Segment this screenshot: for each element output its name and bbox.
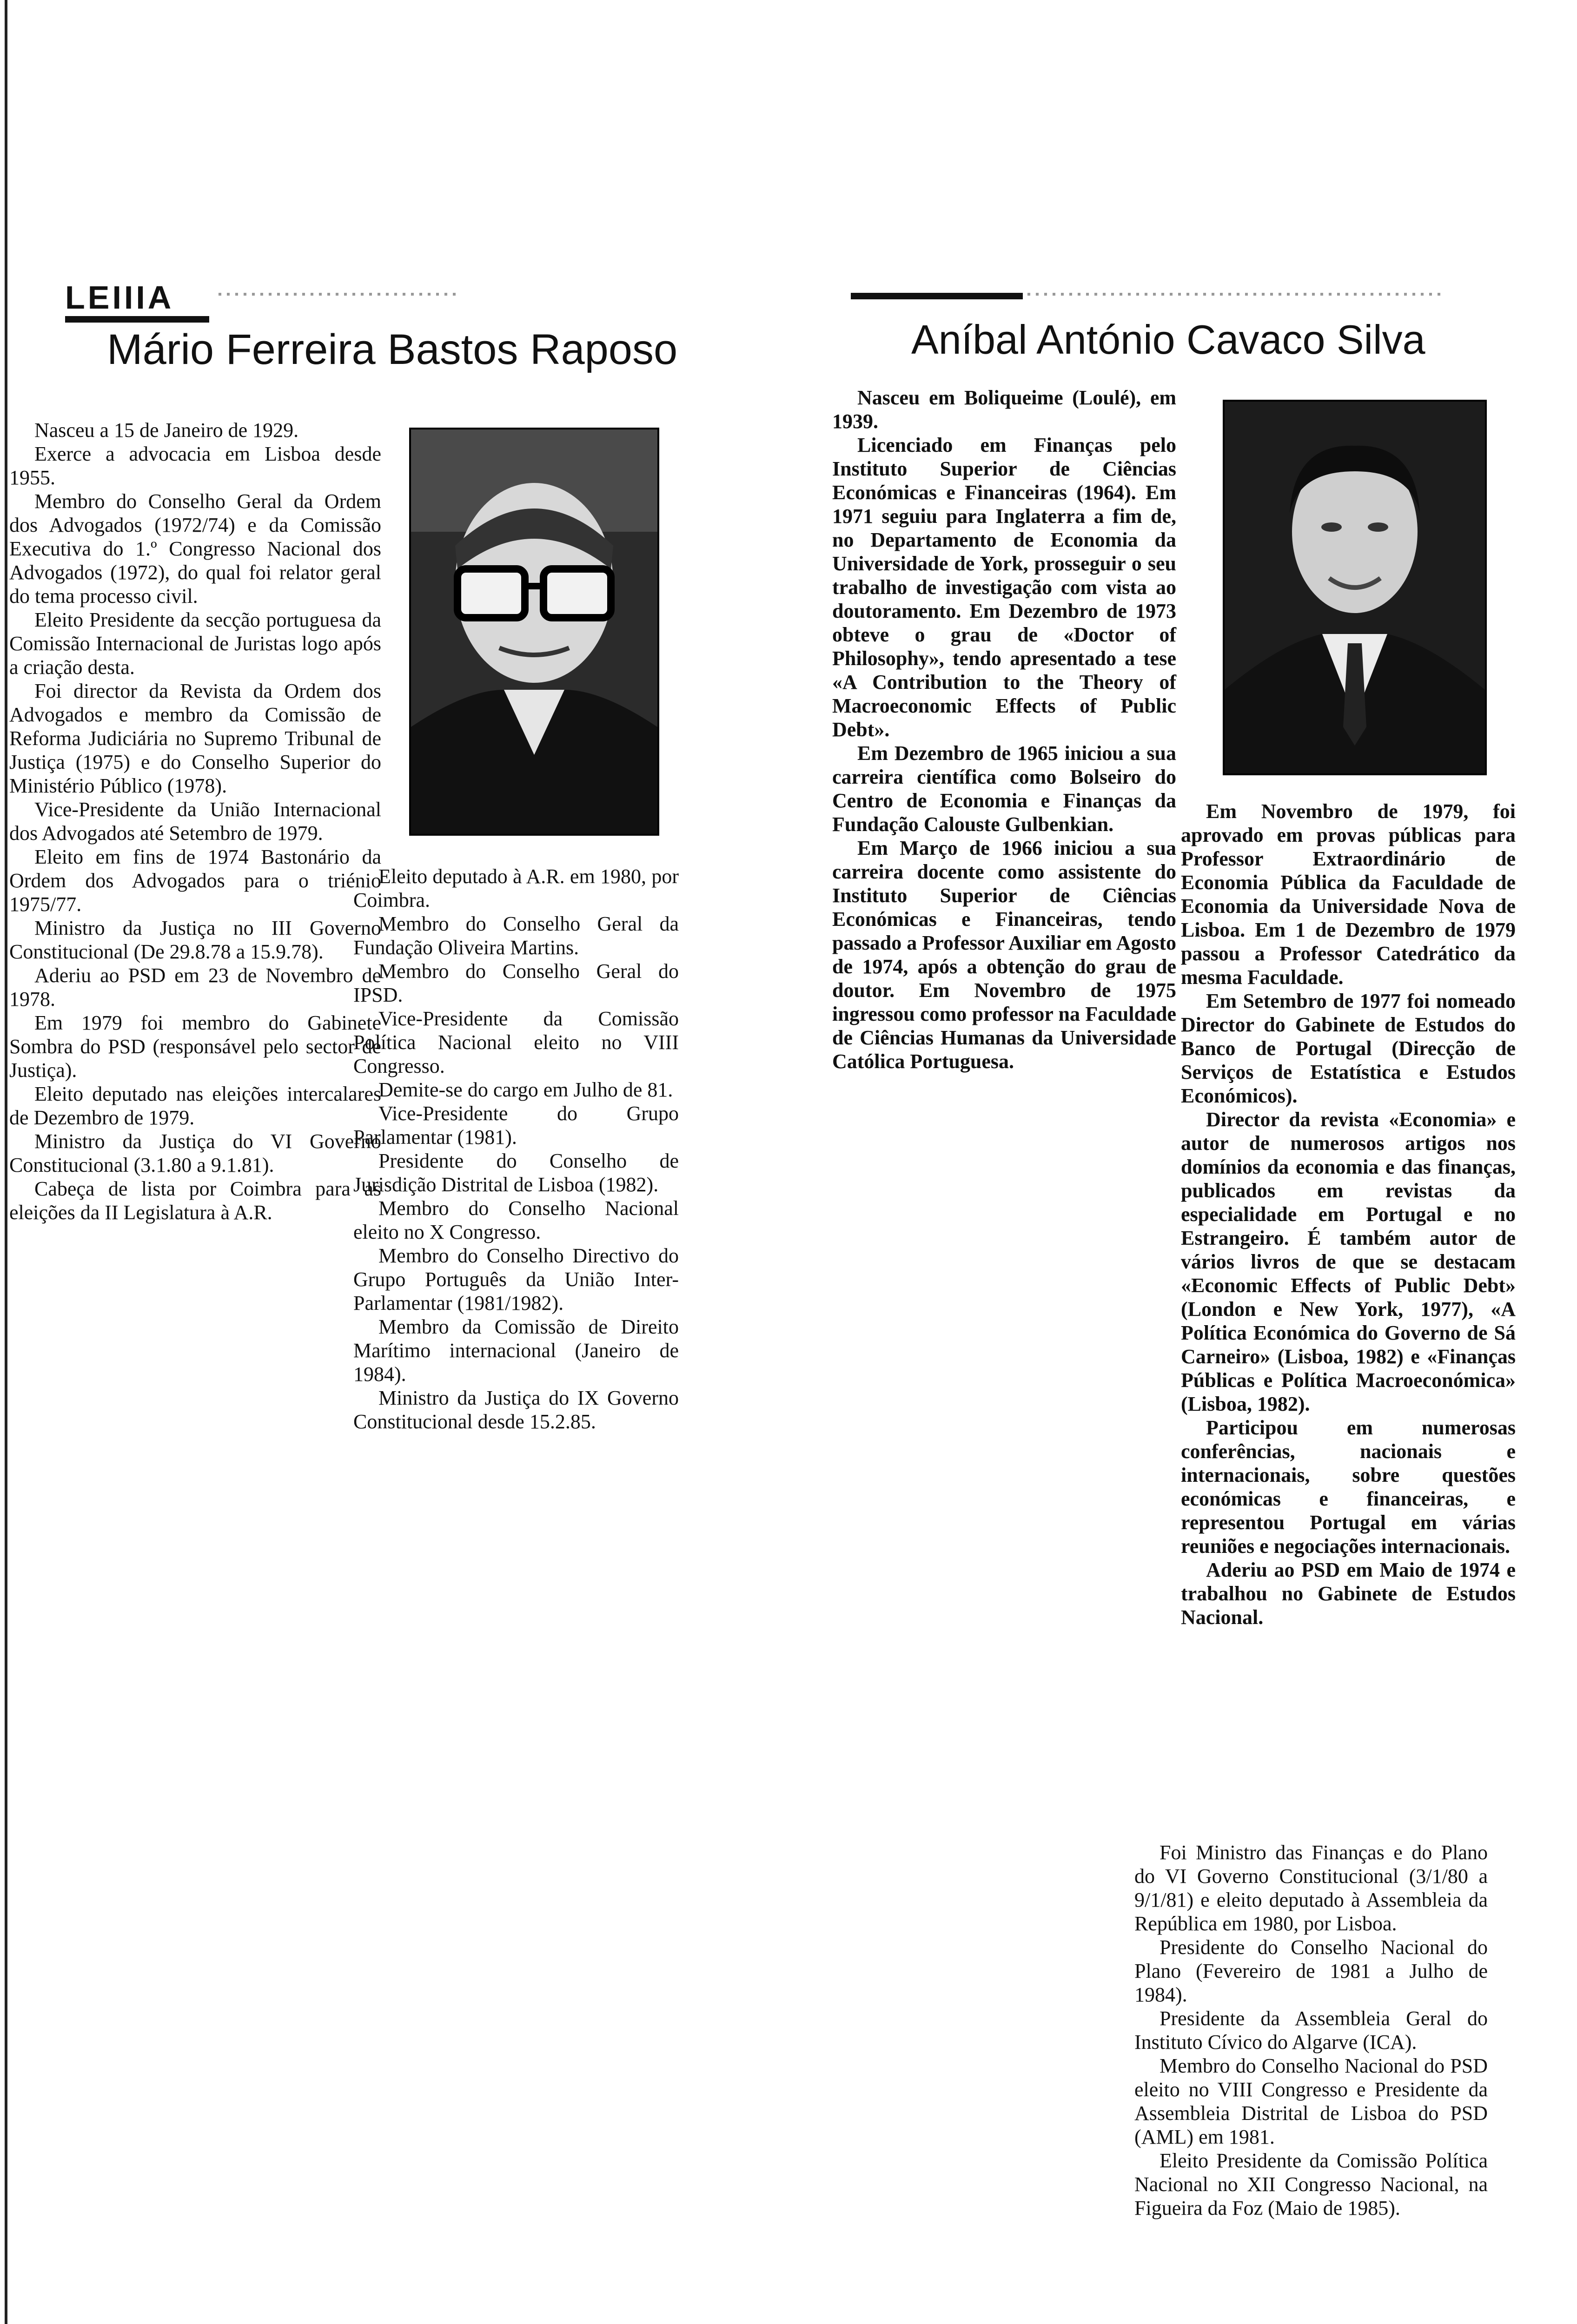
paragraph: Membro do Conselho Geral da Ordem dos Advogados (1972/74) e da Comissão Executiva do 1.º Congresso Nacional dos Advogados (1972), do qual foi relator geral do tema processo civil.: [9, 490, 381, 607]
paragraph: Membro do Conselho Nacional eleito no X Congresso.: [353, 1197, 679, 1243]
paragraph: Aderiu ao PSD em 23 de Novembro de 1978.: [9, 964, 381, 1010]
paragraph: Presidente da Assembleia Geral do Instituto Cívico do Algarve (ICA).: [1134, 2007, 1488, 2053]
cavaco-column-1: [832, 386, 1176, 1073]
masthead-rule-left: [65, 316, 209, 323]
paragraph: Membro da Comissão de Direito Marítimo internacional (Janeiro de 1984).: [353, 1315, 679, 1386]
paragraph: Em Março de 1966 iniciou a sua carreira docente como assistente do Instituto Superior de Ciências Económicas e Financeiras, tendo passado a Professor Auxiliar em Agosto de 1974, após a obtenção do grau de doutor. Em Novembro de 1975 ingressou como professor na Faculdade de Ciências Humanas da Universidade Católica Portuguesa.: [832, 837, 1176, 1073]
scan-edge: [5, 0, 7, 2324]
paragraph: Exerce a advocacia em Lisboa desde 1955.: [9, 442, 381, 489]
paragraph: Vice-Presidente do Grupo Parlamentar (1981).: [353, 1102, 679, 1149]
paragraph: Eleito Presidente da Comissão Política Nacional no XII Congresso Nacional, na Figueira da Foz (Maio de 1985).: [1134, 2149, 1488, 2219]
paragraph: Demite-se do cargo em Julho de 81.: [378, 1078, 673, 1101]
paragraph: Aderiu ao PSD em Maio de 1974 e trabalhou no Gabinete de Estudos Nacional.: [1181, 1558, 1516, 1629]
scan-noise: [219, 293, 460, 296]
paragraph: Presidente do Conselho de Jurisdição Distrital de Lisboa (1982).: [353, 1149, 679, 1196]
paragraph: Ministro da Justiça do IX Governo Constitucional desde 15.2.85.: [353, 1386, 679, 1433]
paragraph: Em 1979 foi membro do Gabinete Sombra do PSD (responsável pelo sector de Justiça).: [9, 1011, 381, 1082]
paragraph: Eleito Presidente da secção portuguesa da Comissão Internacional de Juristas logo após a criação desta.: [9, 608, 381, 679]
paragraph: Nasceu a 15 de Janeiro de 1929.: [34, 419, 299, 442]
paragraph: Em Setembro de 1977 foi nomeado Director do Gabinete de Estudos do Banco de Portugal (Direcção de Serviços de Estatística e Estudos Económicos).: [1181, 990, 1516, 1107]
raposo-column-2: [353, 865, 679, 1433]
paragraph: Director da revista «Economia» e autor de numerosos artigos nos domínios da economia e das finanças, publicados em revistas da especialidade em Portugal e no Estrangeiro. É também autor de vários livros de que se destacam «Economic Effects of Public Debt» (London e New York, 1977), «A Política Económica do Governo de Sá Carneiro» (Lisboa, 1982) e «Finanças Públicas e Política Macroeconómica» (Lisboa, 1982).: [1181, 1108, 1516, 1415]
paragraph: Presidente do Conselho Nacional do Plano (Fevereiro de 1981 a Julho de 1984).: [1134, 1936, 1488, 2006]
scan-noise: [1027, 293, 1446, 296]
paragraph: Membro do Conselho Directivo do Grupo Português da União Inter-Parlamentar (1981/1982).: [353, 1244, 679, 1314]
paragraph: Ministro da Justiça no III Governo Constitucional (De 29.8.78 a 15.9.78).: [9, 917, 381, 963]
cavaco-column-2: [1181, 799, 1516, 1629]
paragraph: Foi director da Revista da Ordem dos Advogados e membro da Comissão de Reforma Judiciária no Supremo Tribunal de Justiça (1975) e do Conselho Superior do Ministério Público (1978).: [9, 680, 381, 797]
paragraph: Membro do Conselho Geral do IPSD.: [353, 960, 679, 1006]
portrait-photo-icon: [411, 429, 657, 834]
paragraph: Foi Ministro das Finanças e do Plano do VI Governo Constitucional (3/1/80 a 9/1/81) e eleito deputado à Assembleia da República em 1980, por Lisboa.: [1134, 1841, 1488, 1935]
photo-cavaco: [1223, 400, 1487, 775]
paragraph: Vice-Presidente da União Internacional dos Advogados até Setembro de 1979.: [9, 798, 381, 845]
paragraph: Nasceu em Boliqueime (Loulé), em 1939.: [832, 386, 1176, 433]
photo-raposo: [409, 428, 659, 836]
paragraph: Eleito deputado à A.R. em 1980, por Coimbra.: [353, 865, 679, 911]
headline-raposo: Mário Ferreira Bastos Raposo: [107, 326, 678, 373]
paragraph: Participou em numerosas conferências, nacionais e internacionais, sobre questões económicas e financeiras, e representou Portugal em várias reuniões e negociações internacionais.: [1181, 1416, 1516, 1558]
headline-cavaco: Aníbal António Cavaco Silva: [911, 317, 1425, 363]
masthead-rule-right: [851, 293, 1023, 299]
paragraph: Em Novembro de 1979, foi aprovado em provas públicas para Professor Extraordinário de Economia Pública da Faculdade de Economia da Universidade Nova de Lisboa. Em 1 de Dezembro de 1979 passou a Professor Catedrático da mesma Faculdade.: [1181, 800, 1516, 989]
masthead-left: LEIIIA: [65, 279, 174, 316]
paragraph: Membro do Conselho Nacional do PSD eleito no VIII Congresso e Presidente da Assembleia Distrital de Lisboa do PSD (AML) em 1981.: [1134, 2054, 1488, 2148]
paragraph: Em Dezembro de 1965 iniciou a sua carreira científica como Bolseiro do Centro de Economia e Finanças da Fundação Calouste Gulbenkian.: [832, 742, 1176, 836]
paragraph: Ministro da Justiça do VI Governo Constitucional (3.1.80 a 9.1.81).: [9, 1130, 381, 1176]
paragraph: Eleito em fins de 1974 Bastonário da Ordem dos Advogados para o triénio 1975/77.: [9, 845, 381, 916]
paragraph: Membro do Conselho Geral da Fundação Oliveira Martins.: [353, 912, 679, 959]
paragraph: Vice-Presidente da Comissão Política Nacional eleito no VIII Congresso.: [353, 1007, 679, 1077]
paragraph: Cabeça de lista por Coimbra para as eleições da II Legislatura à A.R.: [9, 1177, 381, 1224]
raposo-column-1: [9, 418, 381, 1224]
portrait-photo-icon: [1225, 402, 1485, 773]
paragraph: Eleito deputado nas eleições intercalares de Dezembro de 1979.: [9, 1083, 381, 1129]
cavaco-column-3: [1134, 1841, 1488, 2220]
paragraph: Licenciado em Finanças pelo Instituto Superior de Ciências Económicas e Financeiras (1964). Em 1971 seguiu para Inglaterra a fim de, no Departamento de Economia da Universidade de York, prosseguir o seu trabalho de investigação com vista ao doutoramento. Em Dezembro de 1973 obteve o grau de «Doctor of Philosophy», tendo apresentado a tese «A Contribution to the Theory of Macroeconomic Effects of Public Debt».: [832, 434, 1176, 741]
